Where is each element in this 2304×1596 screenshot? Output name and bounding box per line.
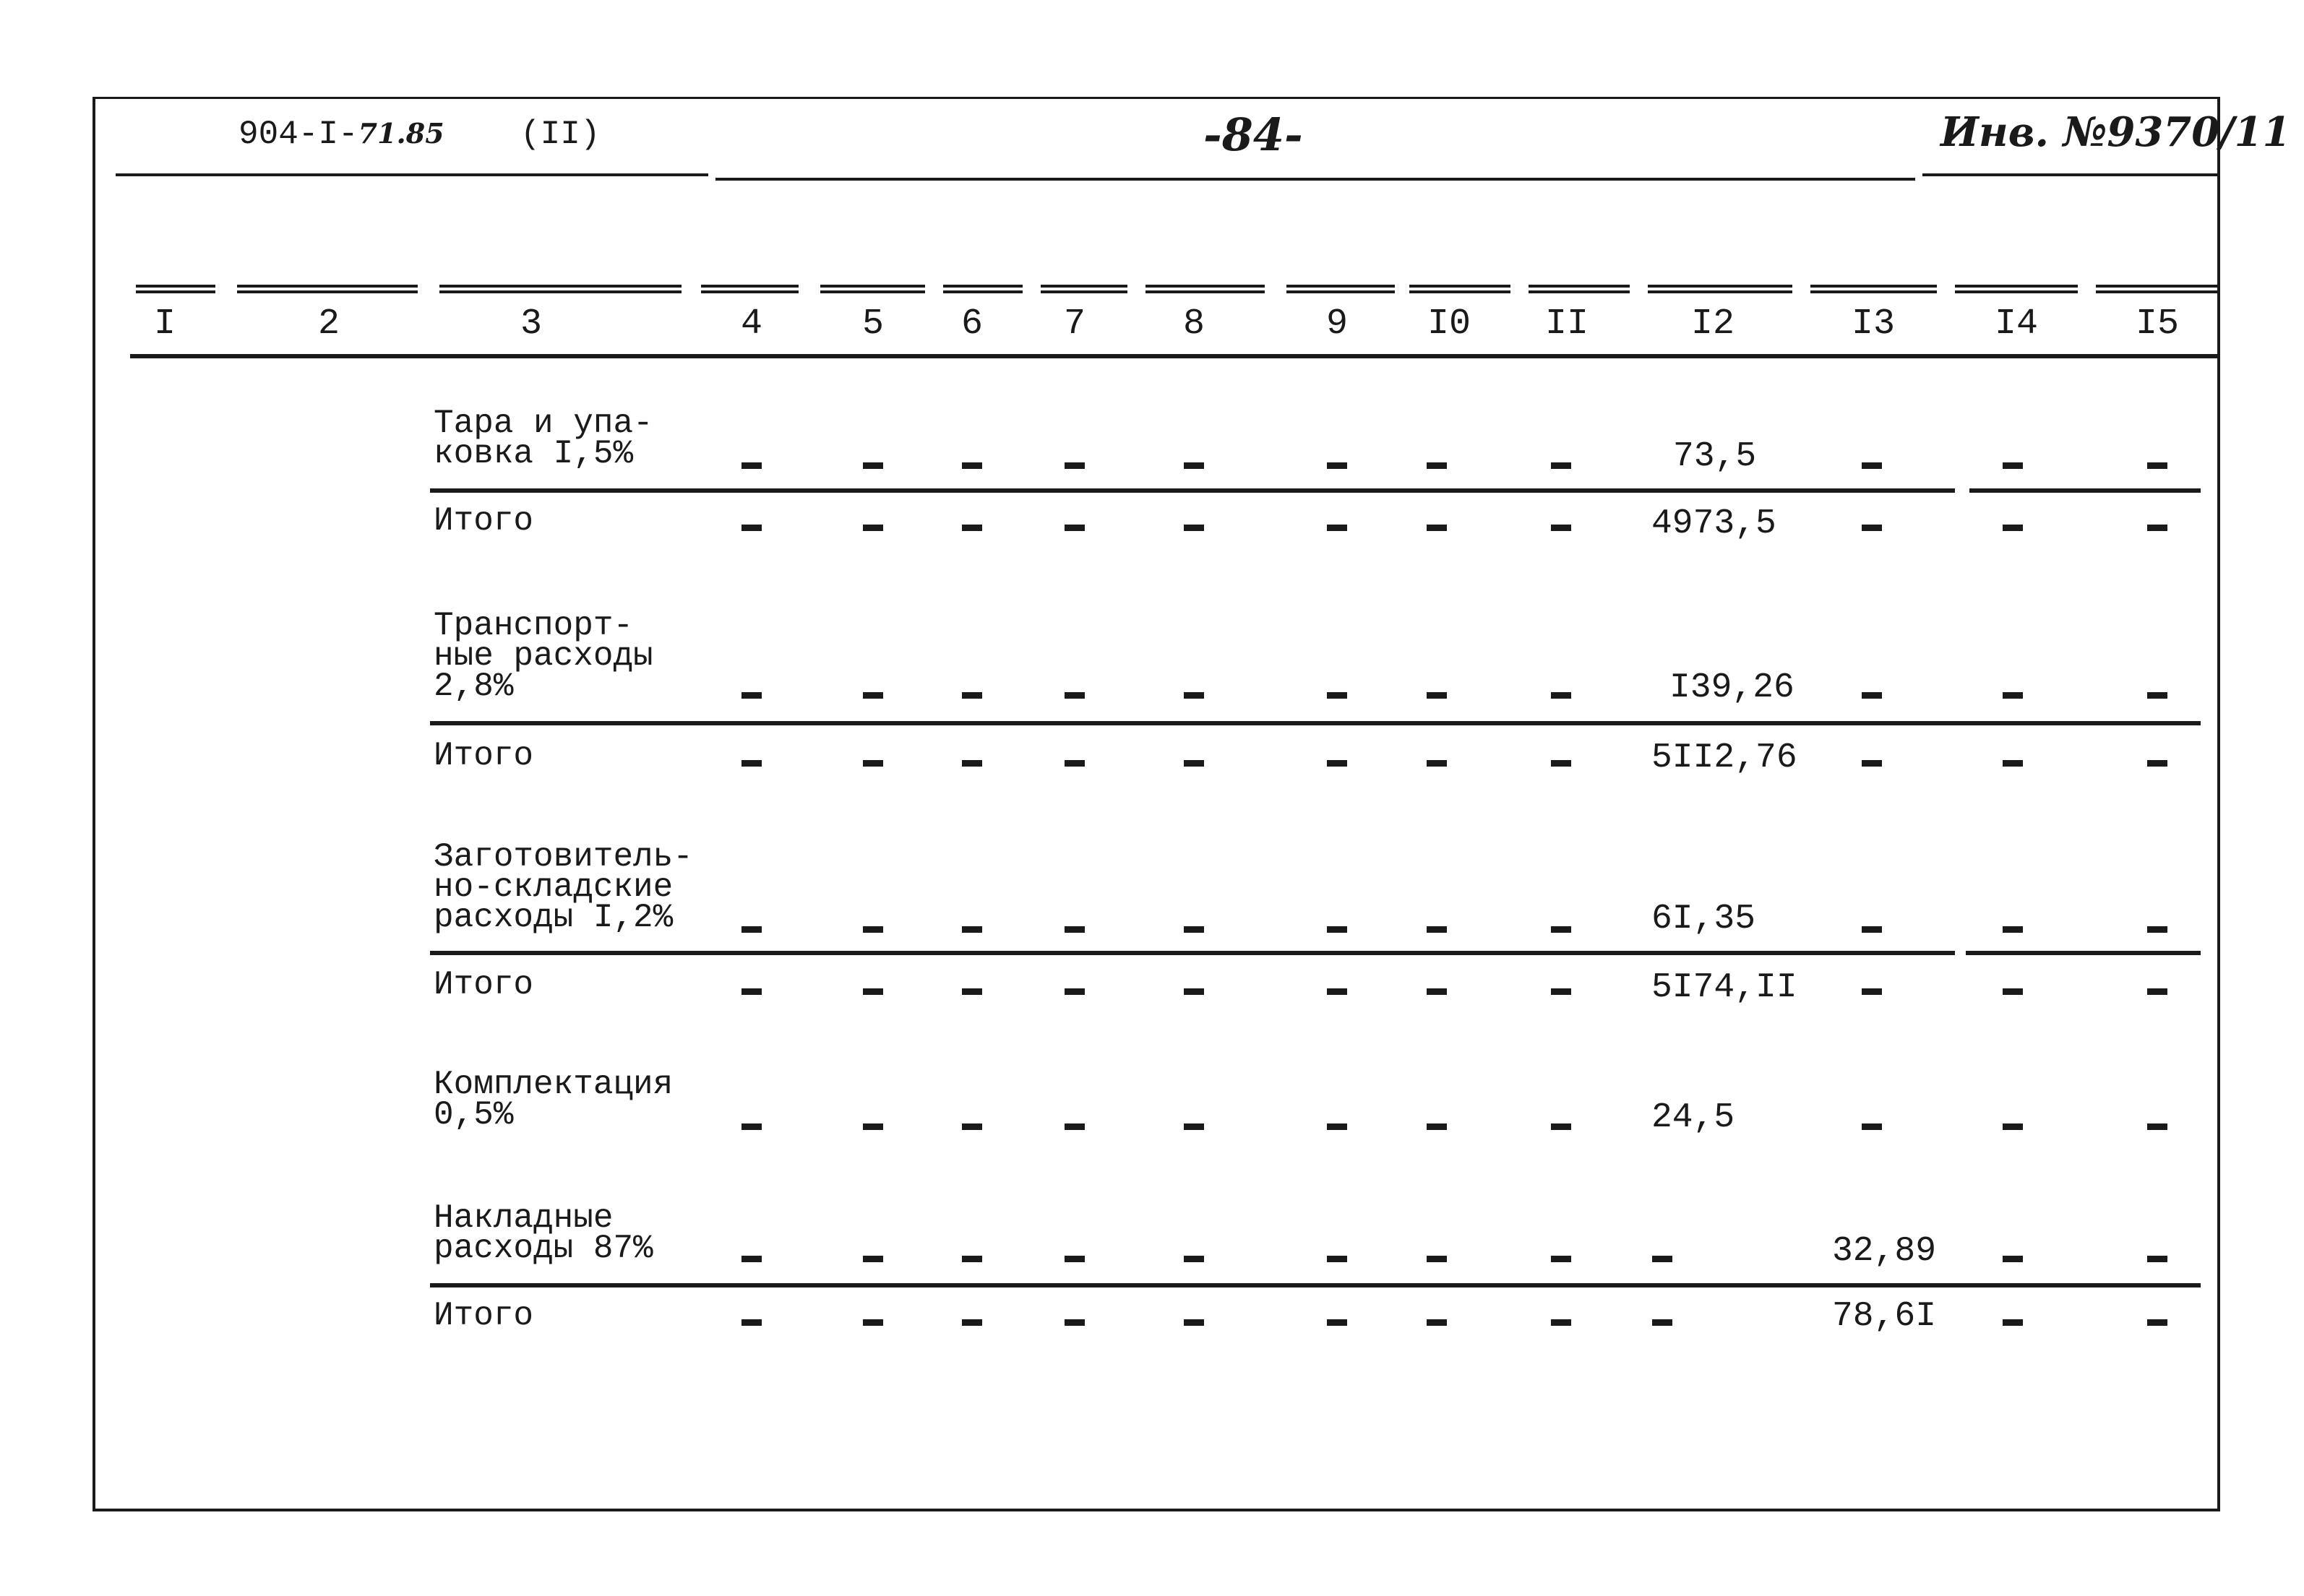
empty-cell-dash	[1184, 1256, 1204, 1262]
empty-cell-dash	[1551, 988, 1571, 995]
row-label: Итого	[434, 1297, 534, 1334]
empty-cell-dash	[1862, 692, 1882, 699]
empty-cell-dash	[2003, 462, 2023, 469]
column-number-5: 5	[861, 303, 884, 345]
empty-cell-dash	[2003, 525, 2023, 531]
empty-cell-dash	[962, 1123, 982, 1130]
row-label: Итого	[434, 966, 534, 1004]
empty-cell-dash	[1184, 760, 1204, 767]
empty-cell-dash	[2003, 1256, 2023, 1262]
doc-code-prefix: 904-I-	[238, 116, 358, 153]
empty-cell-dash	[742, 462, 762, 469]
cell-value: 32,89	[1832, 1232, 1937, 1271]
column-number-14: I4	[1994, 303, 2038, 345]
row-label: Транспорт- ные расходы 2,8%	[434, 607, 653, 705]
empty-cell-dash	[2147, 462, 2167, 469]
subtotal-rule	[430, 488, 1955, 493]
page-number: -84-	[1203, 108, 1303, 161]
cell-value: 73,5	[1673, 437, 1757, 476]
header-rule	[1922, 173, 2220, 176]
empty-cell-dash	[2147, 988, 2167, 995]
empty-cell-dash	[1184, 926, 1204, 933]
row-label: Заготовитель- но-складские расходы I,2%	[434, 838, 693, 936]
empty-cell-dash	[1327, 692, 1347, 699]
cell-value: 5II2,76	[1651, 738, 1797, 777]
empty-cell-dash	[1862, 462, 1882, 469]
empty-cell-dash	[1427, 1123, 1447, 1130]
empty-cell-dash	[1065, 462, 1085, 469]
empty-cell-dash	[1551, 926, 1571, 933]
empty-cell-dash	[1427, 1256, 1447, 1262]
column-number-6: 6	[960, 303, 983, 345]
column-divider	[1286, 285, 1395, 293]
empty-cell-dash	[1065, 1319, 1085, 1326]
empty-cell-dash	[863, 692, 883, 699]
empty-cell-dash	[2003, 1319, 2023, 1326]
column-number-4: 4	[740, 303, 762, 345]
empty-cell-dash	[1327, 525, 1347, 531]
empty-cell-dash	[1327, 462, 1347, 469]
empty-cell-dash	[742, 1319, 762, 1326]
empty-cell-dash	[962, 525, 982, 531]
empty-cell-dash	[1065, 1256, 1085, 1262]
empty-cell-dash	[2147, 760, 2167, 767]
empty-cell-dash	[1427, 988, 1447, 995]
empty-cell-dash	[863, 462, 883, 469]
column-divider	[1529, 285, 1630, 293]
empty-cell-dash	[1551, 760, 1571, 767]
empty-cell-dash	[1427, 760, 1447, 767]
empty-cell-dash	[1065, 926, 1085, 933]
column-divider	[1409, 285, 1510, 293]
empty-cell-dash	[962, 988, 982, 995]
column-divider	[820, 285, 925, 293]
column-divider	[1955, 285, 2078, 293]
cell-value: 4973,5	[1651, 504, 1776, 543]
inventory-number: Инв. №9370/11	[1940, 108, 2291, 156]
column-number-2: 2	[317, 303, 340, 345]
empty-cell-dash	[1551, 525, 1571, 531]
empty-cell-dash	[1427, 1319, 1447, 1326]
empty-cell-dash	[1184, 988, 1204, 995]
column-divider	[439, 285, 682, 293]
column-divider	[943, 285, 1023, 293]
empty-cell-dash	[1551, 1256, 1571, 1262]
empty-cell-dash	[742, 926, 762, 933]
empty-cell-dash	[2003, 760, 2023, 767]
column-number-1: I	[153, 303, 176, 345]
subtotal-rule	[430, 951, 1955, 955]
empty-cell-dash	[1065, 988, 1085, 995]
empty-cell-dash	[742, 1256, 762, 1262]
row-label: Комплектация 0,5%	[434, 1066, 674, 1134]
empty-cell-dash	[1184, 1123, 1204, 1130]
empty-cell-dash	[1551, 462, 1571, 469]
empty-cell-dash	[1427, 926, 1447, 933]
empty-cell-dash	[1327, 988, 1347, 995]
row-label: Итого	[434, 502, 534, 540]
empty-cell-dash	[742, 1123, 762, 1130]
column-number-3: 3	[520, 303, 542, 345]
empty-cell-dash	[1184, 462, 1204, 469]
row-label: Итого	[434, 737, 534, 775]
cell-value: 78,6I	[1832, 1297, 1937, 1336]
empty-cell-dash	[863, 1256, 883, 1262]
empty-cell-dash	[1862, 760, 1882, 767]
empty-cell-dash	[2147, 1123, 2167, 1130]
cell-value: I39,26	[1669, 668, 1794, 707]
column-divider	[1648, 285, 1792, 293]
empty-cell-dash	[1327, 760, 1347, 767]
empty-cell-dash	[1551, 692, 1571, 699]
subtotal-rule	[430, 1283, 2201, 1287]
empty-cell-dash	[1327, 1123, 1347, 1130]
empty-cell-dash	[863, 760, 883, 767]
empty-cell-dash	[1065, 692, 1085, 699]
row-label: Накладные расходы 87%	[434, 1199, 653, 1267]
empty-cell-dash	[2003, 692, 2023, 699]
empty-cell-dash	[1327, 1256, 1347, 1262]
empty-cell-dash	[1427, 692, 1447, 699]
empty-cell-dash	[2147, 926, 2167, 933]
column-number-11: II	[1544, 303, 1589, 345]
empty-cell-dash	[1427, 525, 1447, 531]
empty-cell-dash	[1065, 525, 1085, 531]
column-number-9: 9	[1325, 303, 1348, 345]
doc-code	[238, 116, 444, 153]
empty-cell-dash	[1862, 525, 1882, 531]
empty-cell-dash	[2003, 1123, 2023, 1130]
empty-cell-dash	[1862, 988, 1882, 995]
subtotal-rule	[1969, 488, 2201, 493]
cell-value: 6I,35	[1651, 900, 1756, 939]
empty-cell-dash	[1652, 1319, 1672, 1326]
empty-cell-dash	[962, 760, 982, 767]
empty-cell-dash	[1551, 1123, 1571, 1130]
empty-cell-dash	[1862, 926, 1882, 933]
empty-cell-dash	[863, 525, 883, 531]
empty-cell-dash	[1862, 1123, 1882, 1130]
empty-cell-dash	[1065, 760, 1085, 767]
empty-cell-dash	[1184, 1319, 1204, 1326]
column-divider	[1810, 285, 1937, 293]
empty-cell-dash	[1427, 462, 1447, 469]
empty-cell-dash	[2147, 1319, 2167, 1326]
empty-cell-dash	[1184, 692, 1204, 699]
empty-cell-dash	[2003, 926, 2023, 933]
column-number-12: I2	[1690, 303, 1735, 345]
empty-cell-dash	[742, 525, 762, 531]
row-label: Тара и упа- ковка I,5%	[434, 405, 653, 473]
empty-cell-dash	[1327, 926, 1347, 933]
empty-cell-dash	[1652, 1256, 1672, 1262]
empty-cell-dash	[962, 692, 982, 699]
subtotal-rule	[1966, 951, 2201, 955]
empty-cell-dash	[1065, 1123, 1085, 1130]
column-divider	[1041, 285, 1127, 293]
empty-cell-dash	[2003, 988, 2023, 995]
empty-cell-dash	[1184, 525, 1204, 531]
doc-code-suffix: (II)	[520, 116, 601, 153]
empty-cell-dash	[742, 692, 762, 699]
empty-cell-dash	[2147, 525, 2167, 531]
empty-cell-dash	[2147, 1256, 2167, 1262]
empty-cell-dash	[863, 1123, 883, 1130]
column-number-15: I5	[2135, 303, 2179, 345]
empty-cell-dash	[863, 988, 883, 995]
column-divider	[1145, 285, 1265, 293]
empty-cell-dash	[962, 926, 982, 933]
cell-value: 24,5	[1651, 1098, 1735, 1137]
column-number-8: 8	[1182, 303, 1205, 345]
column-divider	[136, 285, 215, 293]
subtotal-rule	[430, 721, 2201, 725]
column-number-7: 7	[1063, 303, 1086, 345]
empty-cell-dash	[962, 1319, 982, 1326]
empty-cell-dash	[962, 1256, 982, 1262]
header-rule	[116, 173, 708, 176]
empty-cell-dash	[863, 926, 883, 933]
empty-cell-dash	[1551, 1319, 1571, 1326]
column-divider	[701, 285, 799, 293]
empty-cell-dash	[742, 760, 762, 767]
doc-code-handwritten: 71.85	[358, 117, 444, 150]
empty-cell-dash	[962, 462, 982, 469]
column-number-10: I0	[1427, 303, 1471, 345]
cell-value: 5I74,II	[1651, 968, 1797, 1007]
column-divider	[2096, 285, 2220, 293]
column-number-13: I3	[1851, 303, 1895, 345]
column-divider	[237, 285, 418, 293]
header-bottom-rule	[130, 354, 2220, 358]
empty-cell-dash	[1327, 1319, 1347, 1326]
empty-cell-dash	[2147, 692, 2167, 699]
empty-cell-dash	[863, 1319, 883, 1326]
header-rule	[715, 178, 1915, 181]
empty-cell-dash	[742, 988, 762, 995]
